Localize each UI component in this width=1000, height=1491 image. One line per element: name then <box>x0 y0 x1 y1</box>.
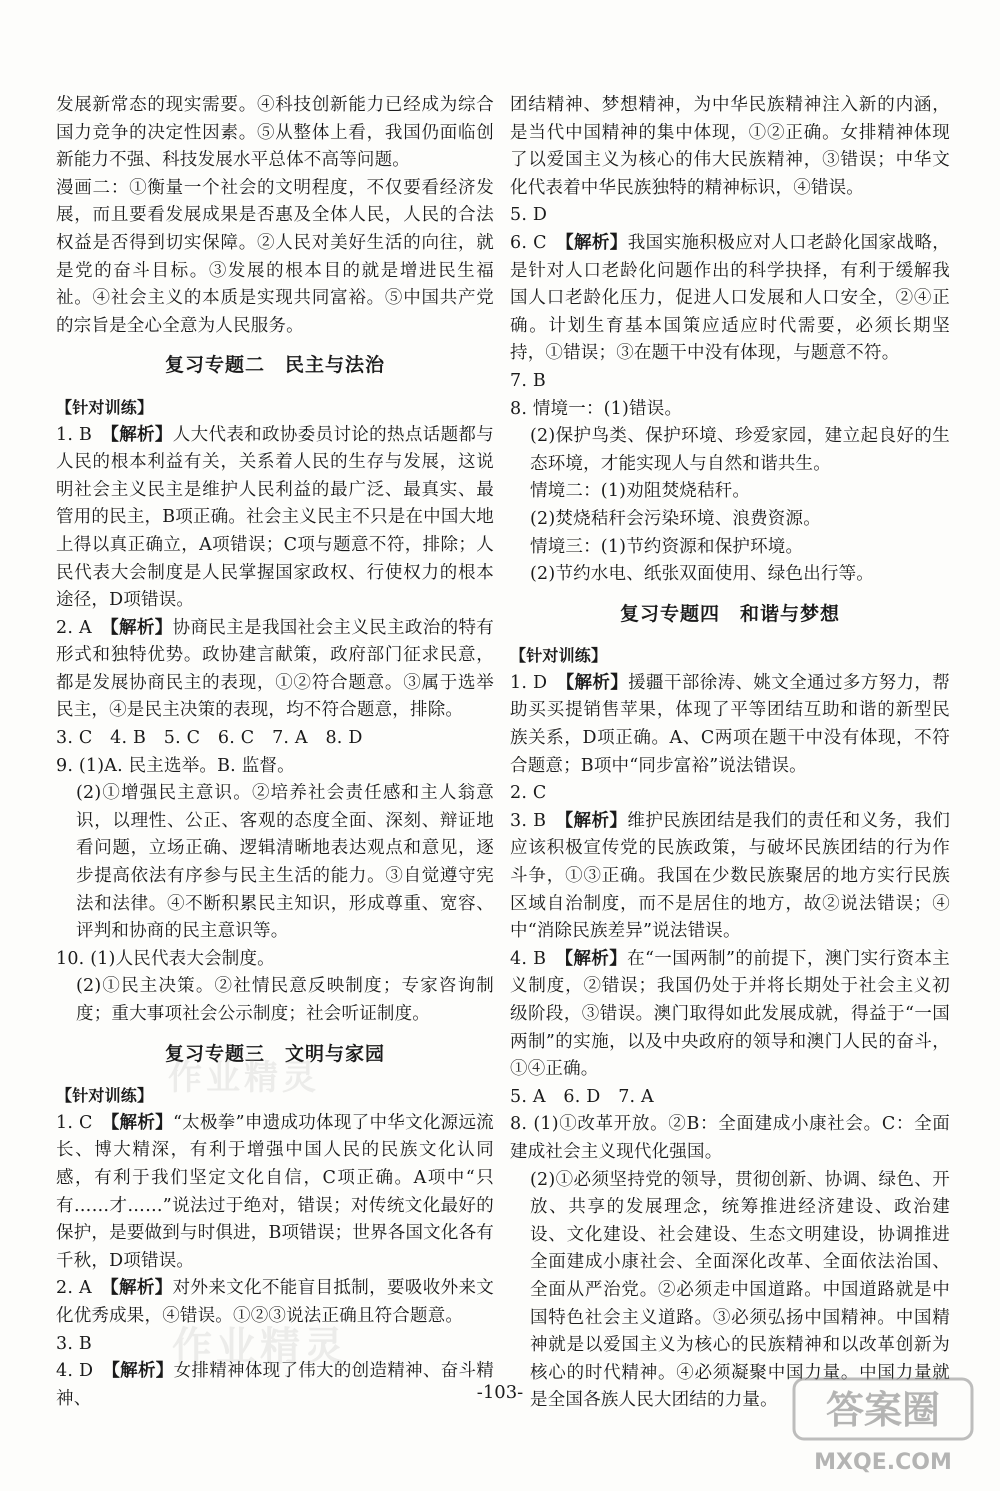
answer-item <box>510 808 950 946</box>
answer-text: 协商民主是我国社会主义民主政治的特有形式和独特优势。政协建言献策，政府部门征求民意，都是发展协商民主的表现，①②符合题意。③属于选举民主，④是民主决策的表现，均不符合题意，排除。 <box>56 617 495 721</box>
answer-item: 10. (1)人民代表大会制度。 <box>56 948 275 969</box>
answer-text: “太极拳”申遗成功体现了中华文化源远流长、博大精深，有利于增强中国人民的民族文化认同感，有利于我们坚定文化自信，C项正确。A项中“只有……才……”说法过于绝对，错误；对传统文化最好的保护，是要做到与时俱进，B项错误；世界各国文化各有千秋，D项错误。 <box>56 1112 494 1271</box>
section-heading: 复习专题二 民主与法治 <box>164 354 385 377</box>
answer-item <box>510 670 950 780</box>
answer-text: 在“一国两制”的前提下，澳门实行资本主义制度，②错误；我国仍处于并将长期处于社会主义初级阶段，③错误。澳门取得如此发展成就，得益于“一国两制”的实施，以及中央政府的领导和澳门人民的奋斗，①④正确。 <box>510 948 950 1080</box>
subheading: 【针对训练】 <box>56 1086 154 1106</box>
answer-item: 3. B <box>56 1333 92 1354</box>
answer-item <box>510 946 950 1084</box>
section-heading: 复习专题四 和谐与梦想 <box>619 602 840 625</box>
answer-text: 人大代表和政协委员讨论的热点话题都与人民的根本利益有关，关系着人民的生存与发展，这说明社会主义民主是维护人民利益的最广泛、最真实、最管用的民主，B项正确。社会主义民主不只是在中国大地上得以真正确立，A项错误；C项与题意不符，排除；人民代表大会制度是人民掌握国家政权、行使权力的根本途径，D项错误。 <box>56 424 494 611</box>
right-column <box>510 92 950 1415</box>
answer-item: (2)①增强民主意识。②培养社会责任感和主人翁意识，以理性、公正、客观的态度全面、深刻、辩证地看问题，立场正确、逻辑清晰地表达观点和意见，逐步提高依法有序参与民主生活的能力。③自觉遵守宪法和法律。④不断积累民主知识，形成尊重、宽容、评判和协商的民主意识等。 <box>76 783 494 942</box>
answer-item <box>510 230 950 368</box>
page-number: -103- <box>476 1382 524 1403</box>
logo-mark <box>794 1379 972 1475</box>
answer-number: 2. A <box>56 1278 92 1299</box>
analysis-tag: 【解析】 <box>110 424 173 445</box>
answer-text: 我国实施积极应对人口老龄化国家战略，是针对人口老龄化问题作出的科学抉择，有利于缓解我国人口老龄化压力，促进人口发展和人口安全，②④正确。计划生育基本国策应适应时代需要，必须长期坚持，①错误；③在题干中没有体现，与题意不符。 <box>510 232 950 364</box>
analysis-tag: 【解析】 <box>564 948 628 969</box>
subheading: 【针对训练】 <box>510 646 608 666</box>
answer-number: 2. A <box>56 617 92 638</box>
answer-item: 7. B <box>510 370 546 391</box>
answer-item: 5. A 6. D 7. A <box>510 1086 654 1107</box>
analysis-tag: 【解析】 <box>111 1361 174 1382</box>
answer-item: 情境三：(1)节约资源和保护环境。 <box>530 536 804 557</box>
answer-number: 4. D <box>56 1361 94 1382</box>
answer-number: 1. B <box>56 424 93 445</box>
watermark-text: 作业精灵 <box>172 1324 348 1370</box>
answer-item: 9. (1)A. 民主选举。B. 监督。 <box>56 755 295 776</box>
answer-item: (2)焚烧秸秆会污染环境、浪费资源。 <box>530 508 821 529</box>
answer-number: 3. B <box>510 810 547 831</box>
answer-item <box>56 615 494 725</box>
answer-item: (2)①必须坚持党的领导，贯彻创新、协调、绿色、开放、共享的发展理念，统筹推进经济建设、政治建设、文化建设、社会建设、生态文明建设，协调推进全面建成小康社会、全面深化改革、全面依法治国、全面从严治党。②必须走中国道路。中国道路就是中国特色社会主义道路。③必须弘扬中国精神。中国精神就是以爱国主义为核心的民族精神和以改革创新为核心的时代精神。④必须凝聚中国力量。中国力量就是全国各族人民大团结的力量。 <box>530 1169 950 1411</box>
section-heading: 复习专题三 文明与家园 <box>164 1042 385 1065</box>
answer-item: (2)保护鸟类、保护环境、珍爱家园，建立起良好的生态环境，才能实现人与自然和谐共生。 <box>530 426 950 474</box>
answer-item: 8. (1)①改革开放。②B：全面建成小康社会。C：全面建成社会主义现代化强国。 <box>510 1114 950 1162</box>
paragraph: 团结精神、梦想精神，为中华民族精神注入新的内涵，是当代中国精神的集中体现，①②正确。女排精神体现了以爱国主义为核心的伟大民族精神，③错误；中华文化代表着中华民族独特的精神标识，④错误。 <box>510 95 950 198</box>
answer-number: 6. C <box>510 232 547 253</box>
analysis-tag: 【解析】 <box>565 672 629 693</box>
analysis-tag: 【解析】 <box>110 1112 173 1133</box>
watermark-text: 作业精灵 <box>168 1058 320 1098</box>
analysis-tag: 【解析】 <box>109 1278 173 1299</box>
answer-item: 情境二：(1)劝阻焚烧秸秆。 <box>530 481 751 502</box>
answer-item: 2. C <box>510 783 547 804</box>
answer-number: 1. D <box>510 672 548 693</box>
answer-text: 维护民族团结是我们的责任和义务，我们应该积极宣传党的民族政策，与破坏民族团结的行为作斗争，①③正确。我国在少数民族聚居的地方实行民族区域自治制度，而不是居住的地方，故②说法错误；④中“消除民族差异”说法错误。 <box>510 810 951 942</box>
answer-text: 援疆干部徐涛、姚文全通过多方努力，帮助买买提销售苹果，体现了平等团结互助和谐的新型民族关系，D项正确。A、C两项在题干中没有体现，不符合题意；B项中“同步富裕”说法错误。 <box>510 672 950 776</box>
analysis-tag: 【解析】 <box>564 232 628 253</box>
answer-item <box>56 1110 494 1276</box>
answer-item: 8. 情境一：(1)错误。 <box>510 398 683 419</box>
left-column <box>56 92 494 1413</box>
site-logo <box>788 1371 978 1481</box>
answer-text: 女排精神体现了伟大的创造精神、奋斗精神、 <box>56 1361 495 1409</box>
answer-item: 5. D <box>510 205 548 226</box>
paragraph: 漫画二：①衡量一个社会的文明程度，不仅要看经济发展，而且要看发展成果是否惠及全体人民，人民的合法权益是否得到切实保障。②人民对美好生活的向往，就是党的奋斗目标。③发展的根本目的就是增进民生福祉。④社会主义的本质是实现共同富裕。⑤中国共产党的宗旨是全心全意为人民服务。 <box>56 177 494 336</box>
answer-item: (2)节约水电、纸张双面使用、绿色出行等。 <box>530 564 874 585</box>
logo-main-text: 答案圈 <box>825 1388 941 1432</box>
answer-number: 4. B <box>510 948 547 969</box>
answer-item: (2)①民主决策。②社情民意反映制度；专家咨询制度；重大事项社会公示制度；社会听证制度。 <box>76 976 494 1024</box>
answer-text: 对外来文化不能盲目抵制，要吸收外来文化优秀成果，④错误。①②③说法正确且符合题意。 <box>56 1278 495 1326</box>
subheading: 【针对训练】 <box>56 397 154 417</box>
analysis-tag: 【解析】 <box>564 810 628 831</box>
logo-url-text: MXQE.COM <box>814 1450 952 1475</box>
answer-item: 3. C 4. B 5. C 6. C 7. A 8. D <box>56 728 363 749</box>
analysis-tag: 【解析】 <box>109 617 173 638</box>
answer-number: 1. C <box>56 1112 93 1133</box>
answer-item <box>56 422 494 615</box>
paragraph: 发展新常态的现实需要。④科技创新能力已经成为综合国力竞争的决定性因素。⑤从整体上看，我国仍面临创新能力不强、科技发展水平总体不高等问题。 <box>56 95 494 171</box>
